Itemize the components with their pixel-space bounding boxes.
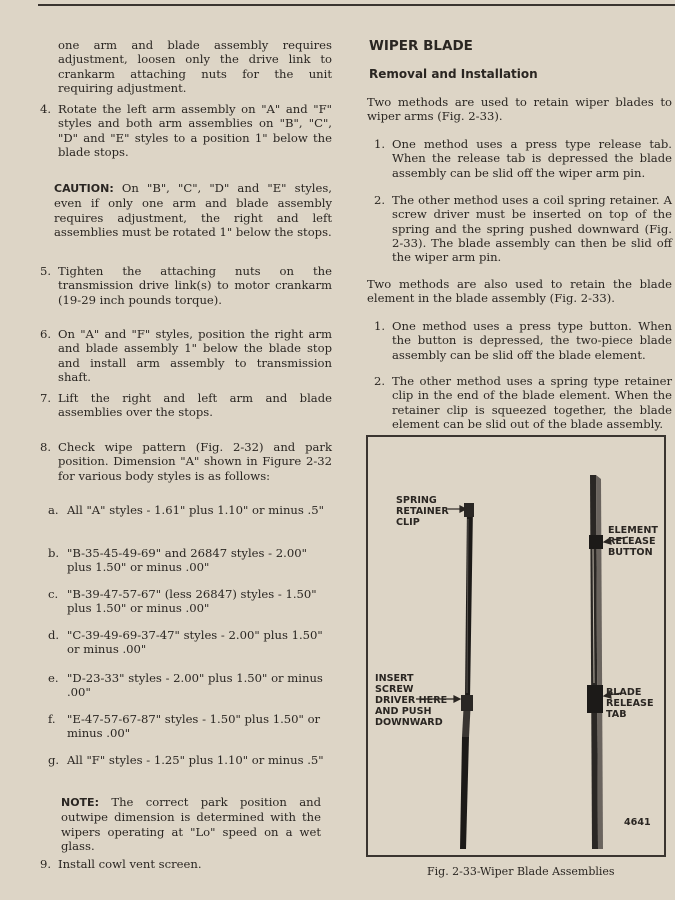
sub-item-text: "E-47-57-67-87" styles - 1.50" plus 1.50" or minus .00" xyxy=(67,712,321,741)
label-spring-retainer-clip: SPRING RETAINER CLIP xyxy=(396,495,449,528)
item-number: 2. xyxy=(374,193,386,207)
paragraph-2: Two methods are also used to retain the blade element in the blade assembly (Fig. 2-33). xyxy=(367,277,672,306)
figure-box xyxy=(366,435,666,857)
sub-item-f xyxy=(40,712,332,741)
paragraph-1: Two methods are used to retain wiper blades to wiper arms (Fig. 2-33). xyxy=(367,95,672,124)
sub-item-letter: b. xyxy=(48,546,60,560)
step-number: 5. xyxy=(40,264,52,278)
item-number: 2. xyxy=(374,374,386,388)
item-text: The other method uses a coil spring retainer. A screw driver must be inserted on top of the spring and the spring pushed downward (Fig. 2-33). The blade assembly can then be slid off the wiper arm pin. xyxy=(392,193,672,265)
item-text: One method uses a press type button. When the button is depressed, the two-piece blade assembly can be slid off the blade element. xyxy=(392,319,672,362)
sub-item-text: "B-35-45-49-69" and 26847 styles - 2.00" plus 1.50" or minus .00" xyxy=(67,546,307,575)
item-number: 1. xyxy=(374,319,386,333)
list2-item-2 xyxy=(374,374,672,431)
caution-text: On "B", "C", "D" and "E" styles, even if only one arm and blade assembly requires adjustment, the right and left assemblies must be rotated 1" below the stops. xyxy=(54,181,332,239)
item-text: One method uses a press type release tab. When the release tab is depressed the blade assembly can be slid off the wiper arm pin. xyxy=(392,137,672,180)
item-number: 1. xyxy=(374,137,386,151)
intro-paragraph: one arm and blade assembly requires adjustment, loosen only the drive link to crankarm attaching nuts for the unit requiring adjustment. xyxy=(58,38,332,95)
label-element-release-button: ELEMENT RELEASE BUTTON xyxy=(608,525,658,558)
note-label: NOTE: xyxy=(61,796,99,809)
sub-item-c xyxy=(40,587,332,616)
sub-item-letter: g. xyxy=(48,753,60,767)
sub-item-letter: d. xyxy=(48,628,60,642)
sub-item-d xyxy=(40,628,332,657)
list2-item-1 xyxy=(374,319,672,362)
figure-caption: Fig. 2-33-Wiper Blade Assemblies xyxy=(427,865,615,878)
step-text: Install cowl vent screen. xyxy=(58,857,202,871)
sub-item-text: All "F" styles - 1.25" plus 1.10" or minus .5" xyxy=(67,753,324,767)
list1-item-2 xyxy=(374,193,672,264)
left-blade-assembly xyxy=(460,503,474,849)
figure-number: 4641 xyxy=(624,817,651,828)
step-text: Check wipe pattern (Fig. 2-32) and park position. Dimension "A" shown in Figure 2-32 for various body styles is as follows: xyxy=(58,440,332,483)
step-text: Rotate the left arm assembly on "A" and "F" styles and both arm assemblies on "B", "C", "D" and "E" styles to a position 1" below the blade stops. xyxy=(58,102,332,159)
sub-item-text: All "A" styles - 1.61" plus 1.10" or minus .5" xyxy=(67,503,324,517)
step-text: Tighten the attaching nuts on the transmission drive link(s) to motor crankarm (19-29 inch pounds torque). xyxy=(58,264,332,307)
step-4 xyxy=(40,102,332,159)
sub-item-text: "B-39-47-57-67" (less 26847) styles - 1.50" plus 1.50" or minus .00" xyxy=(67,587,317,616)
step-number: 6. xyxy=(40,327,52,341)
note-text: The correct park position and outwipe dimension is determined with the wipers operating at "Lo" speed on a wet glass. xyxy=(61,795,322,853)
step-9 xyxy=(40,857,332,871)
sub-item-text: "D-23-33" styles - 2.00" plus 1.50" or minus .00" xyxy=(67,671,323,700)
section-subtitle: Removal and Installation xyxy=(369,67,538,81)
section-title: WIPER BLADE xyxy=(369,38,473,54)
list1-item-1 xyxy=(374,137,672,180)
label-blade-release-tab: BLADE RELEASE TAB xyxy=(606,687,654,720)
sub-item-letter: f. xyxy=(48,712,56,726)
sub-item-text: "C-39-49-69-37-47" styles - 2.00" plus 1.50" or minus .00" xyxy=(67,628,323,657)
step-number: 8. xyxy=(40,440,52,454)
caution-paragraph xyxy=(54,181,332,239)
top-rule xyxy=(38,4,675,6)
caution-label: CAUTION: xyxy=(54,182,114,195)
label-insert-screwdriver: INSERT SCREW DRIVER HERE AND PUSH DOWNWARD xyxy=(375,673,448,728)
step-text: On "A" and "F" styles, position the right arm and blade assembly 1" below the blade stop and install arm assembly to transmission shaft. xyxy=(58,327,332,384)
sub-item-letter: e. xyxy=(48,671,59,685)
step-8 xyxy=(40,440,332,483)
step-number: 9. xyxy=(40,857,52,871)
step-7 xyxy=(40,391,332,420)
sub-item-e xyxy=(40,671,332,700)
sub-item-b xyxy=(40,546,332,575)
step-5 xyxy=(40,264,332,307)
item-text: The other method uses a spring type retainer clip in the end of the blade element. When the retainer clip is squeezed together, the blade element can be slid out of the blade assembly. xyxy=(392,374,672,431)
note-paragraph xyxy=(61,795,321,853)
sub-item-letter: c. xyxy=(48,587,59,601)
step-number: 7. xyxy=(40,391,52,405)
step-number: 4. xyxy=(40,102,52,116)
sub-item-a xyxy=(40,503,332,517)
sub-item-letter: a. xyxy=(48,503,59,517)
step-text: Lift the right and left arm and blade assemblies over the stops. xyxy=(58,391,332,420)
sub-item-g xyxy=(40,753,332,767)
step-6 xyxy=(40,327,332,384)
right-blade-assembly xyxy=(587,475,603,849)
